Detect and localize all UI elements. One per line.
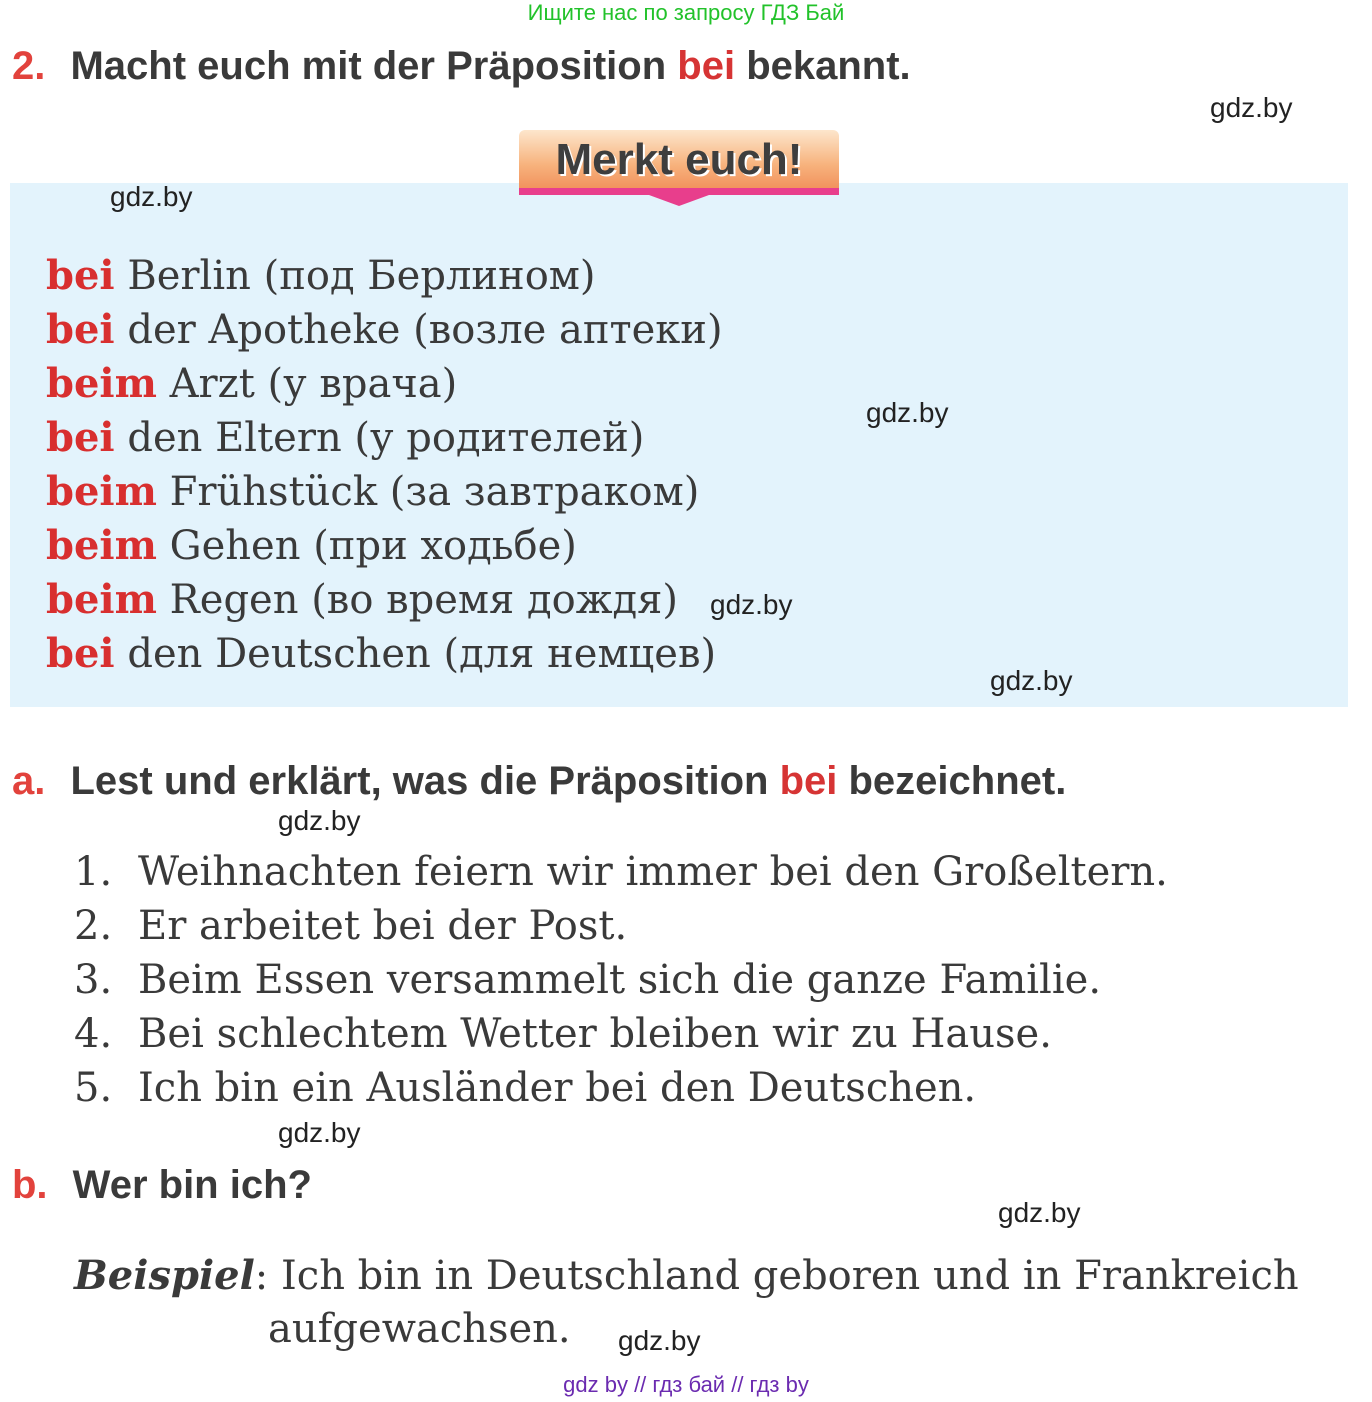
sentence-number: 5. xyxy=(74,1065,113,1111)
sentence-number: 2. xyxy=(74,903,113,949)
sentence-item xyxy=(74,849,1168,895)
top-banner: Ищите нас по запросу ГДЗ Бай xyxy=(527,0,845,25)
sentence-number: 4. xyxy=(74,1011,113,1057)
watermark: gdz.by xyxy=(998,1197,1081,1228)
sentence-item xyxy=(74,957,1101,1003)
rule-keyword: bei xyxy=(46,306,115,353)
watermark: gdz.by xyxy=(278,1117,361,1148)
rule-keyword: beim xyxy=(46,576,157,623)
sentence-text: Beim Essen versammelt sich die ganze Familie. xyxy=(138,957,1102,1003)
rule-item xyxy=(46,252,596,299)
rule-text: Regen (во время дождя) xyxy=(169,577,678,623)
exercise-title-pre: Macht euch mit der Präposition xyxy=(70,44,667,88)
rule-item xyxy=(46,306,723,353)
rule-keyword: bei xyxy=(46,252,115,299)
exercise-number: 2. xyxy=(12,44,46,88)
merkt-euch-badge: Merkt euch! xyxy=(519,130,839,194)
rule-text: Berlin (под Берлином) xyxy=(127,253,596,299)
task-a-letter: a. xyxy=(12,759,46,803)
rule-text: den Deutschen (для немцев) xyxy=(127,631,717,677)
sentence-text: Er arbeitet bei der Post. xyxy=(138,903,628,949)
rule-item xyxy=(46,414,644,461)
task-b-title: Wer bin ich? xyxy=(72,1163,312,1207)
example-label: Beispiel xyxy=(74,1252,255,1299)
task-a-title-pre: Lest und erklärt, was die Präposition xyxy=(70,759,769,803)
exercise-title-keyword: bei xyxy=(677,44,736,88)
sentence-text: Bei schlechtem Wetter bleiben wir zu Hause. xyxy=(138,1011,1052,1057)
task-b-letter: b. xyxy=(12,1163,48,1207)
example-colon: : xyxy=(254,1253,269,1299)
sentence-number: 3. xyxy=(74,957,113,1003)
footer-links: gdz by // гдз бай // гдз by xyxy=(563,1372,809,1397)
rule-item xyxy=(46,630,716,677)
watermark: gdz.by xyxy=(278,805,361,836)
sentence-text: Weihnachten feiern wir immer bei den Großeltern. xyxy=(138,849,1168,895)
rule-text: Arzt (у врача) xyxy=(169,361,458,407)
rule-item xyxy=(46,360,457,407)
exercise-title-post: bekannt. xyxy=(746,44,911,88)
rule-item xyxy=(46,468,699,515)
badge-underline-arrow xyxy=(519,188,839,208)
rule-text: Frühstück (за завтраком) xyxy=(169,469,700,515)
sentence-number: 1. xyxy=(74,849,113,895)
sentence-item xyxy=(74,1011,1052,1057)
task-a-heading xyxy=(12,759,1066,804)
rule-keyword: beim xyxy=(46,360,157,407)
watermark: gdz.by xyxy=(618,1325,701,1356)
task-a-title-keyword: bei xyxy=(779,759,838,803)
rule-keyword: bei xyxy=(46,630,115,677)
exercise-heading xyxy=(12,44,911,89)
rule-keyword: bei xyxy=(46,414,115,461)
watermark: gdz.by xyxy=(1210,92,1293,123)
rule-item xyxy=(46,522,577,569)
sentence-text: Ich bin ein Ausländer bei den Deutschen. xyxy=(138,1065,977,1111)
rule-item xyxy=(46,576,678,623)
rule-keyword: beim xyxy=(46,468,157,515)
rule-keyword: beim xyxy=(46,522,157,569)
watermark: gdz.by xyxy=(710,589,793,620)
watermark: gdz.by xyxy=(990,665,1073,696)
sentence-item xyxy=(74,1065,976,1111)
example-text-1: Ich bin in Deutschland geboren und in Frankreich xyxy=(280,1253,1299,1299)
task-b-heading xyxy=(12,1163,312,1208)
watermark: gdz.by xyxy=(110,181,193,212)
watermark: gdz.by xyxy=(866,397,949,428)
rule-text: den Eltern (у родителей) xyxy=(127,415,645,461)
sentence-item xyxy=(74,903,627,949)
rule-text: Gehen (при ходьбе) xyxy=(169,523,577,569)
task-a-title-post: bezeichnet. xyxy=(848,759,1067,803)
example-line-1 xyxy=(74,1252,1299,1299)
example-text-2: aufgewachsen. xyxy=(268,1306,571,1352)
rule-text: der Apotheke (возле аптеки) xyxy=(127,307,723,353)
